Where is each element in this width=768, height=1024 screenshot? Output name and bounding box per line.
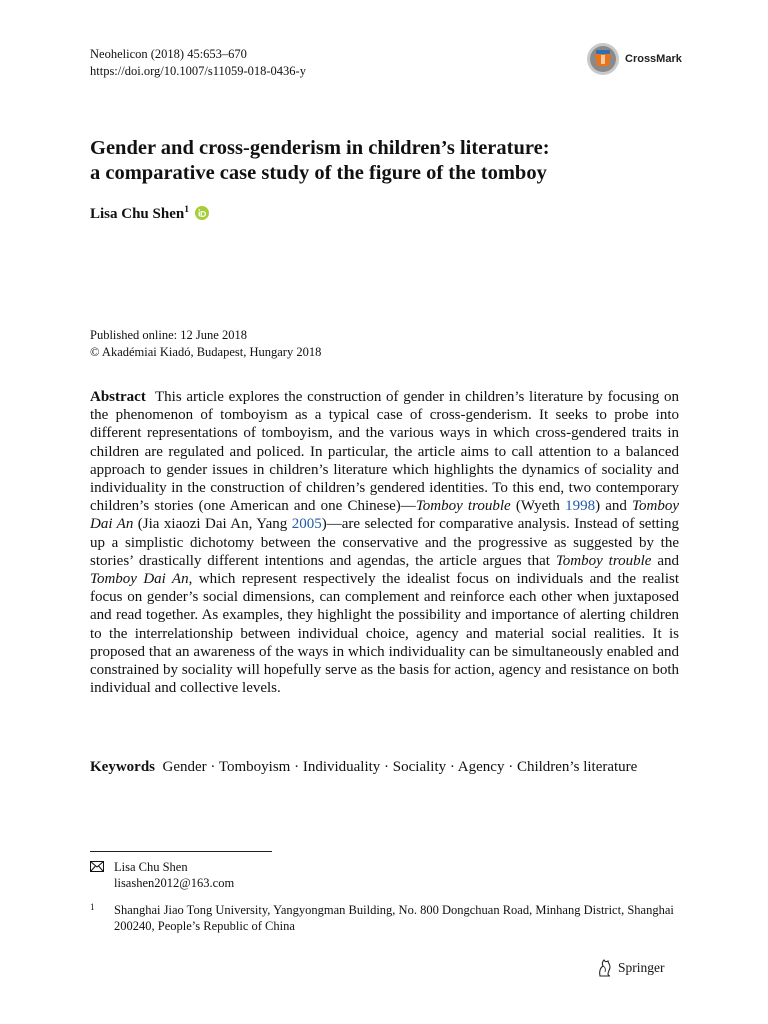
journal-citation: Neohelicon (2018) 45:653–670 [90, 47, 247, 61]
copyright: © Akadémiai Kiadó, Budapest, Hungary 2018 [90, 345, 322, 359]
article-title-line-2: a comparative case study of the figure of the tomboy [90, 162, 547, 184]
author-line [90, 205, 209, 223]
corresponding-author-name: Lisa Chu Shen [114, 860, 188, 874]
corresponding-author-email[interactable]: lisashen2012@163.com [114, 876, 235, 890]
mail-icon [90, 861, 104, 872]
published-date: Published online: 12 June 2018 [90, 328, 247, 342]
citation-1-suffix: ) and [595, 498, 633, 515]
publication-info [90, 327, 321, 361]
crossmark-badge[interactable] [586, 42, 682, 76]
keywords-list: Gender · Tomboyism · Individuality · Sociality · Agency · Children’s literature [162, 759, 638, 775]
book-title-tomboy-dai-an-2: Tomboy Dai An [90, 571, 189, 588]
reference-link-2005[interactable]: 2005 [291, 516, 322, 533]
keywords [90, 758, 679, 776]
abstract-text-1: This article explores the construction of gender in children’s literature by focusing on the phenomenon of tomboyism as a typical case of cross-genderism. It seeks to probe into different representations of tomboyism, and the various ways in which cross-gendered traits in children are regulated and policed. In particular, the article aims to call attention to a balanced approach to gender issues in children’s literature which highlights the dynamics of sociality and individuality in the construction of children’s gendered identities. To this end, two contemporary children’s stories (one American and one Chinese)— [90, 389, 679, 515]
author-affiliation-marker[interactable]: 1 [184, 205, 189, 215]
citation-1-prefix: (Wyeth [510, 498, 566, 515]
article-title [90, 136, 690, 186]
affiliation [90, 902, 679, 934]
abstract-label: Abstract [90, 389, 146, 405]
abstract-text-3: , which represent respectively the idealist focus on individuals and the realist focus on gender’s social dimensions, can complement and reinforce each other when juxtaposed and read together. As examples, they highlight the possibility and importance of alerting children to the interrelationship between individual choice, agency and material social realities. It is proposed that an awareness of the ways in which individuality can be simultaneously enabled and constrained by sociality will hopefully serve as the basis for action, agency and resistance on both individual and collective levels. [90, 571, 679, 697]
reference-link-1998[interactable]: 1998 [565, 498, 596, 515]
article-title-line-1: Gender and cross-genderism in children’s literature: [90, 137, 550, 159]
keywords-label: Keywords [90, 759, 155, 775]
crossmark-icon [586, 42, 620, 76]
citation-2-prefix: (Jia xiaozi Dai An, Yang [133, 516, 292, 533]
abstract [90, 388, 679, 697]
footnote-divider [90, 851, 272, 852]
affiliation-number: 1 [90, 902, 95, 912]
publisher-name: Springer [618, 960, 665, 975]
springer-horse-icon [596, 958, 614, 978]
publisher-logo [596, 958, 665, 978]
abstract-and: and [651, 552, 679, 569]
abstract-text-2: )—are selected for comparative analysis. Instead of setting up a simplistic dichotomy between the conservative and the progressive as suggested by the stories’ drastically different intentions and agendas, the article argues that [90, 516, 679, 569]
correspondence [90, 859, 234, 891]
affiliation-text: Shanghai Jiao Tong University, Yangyongman Building, No. 800 Dongchuan Road, Minhang District, Shanghai 200240, People’s Republic of China [114, 903, 674, 933]
crossmark-label: CrossMark [625, 53, 682, 65]
book-title-tomboy-trouble-2: Tomboy trouble [555, 552, 652, 569]
book-title-tomboy-dai-an: Tomboy Dai An [90, 498, 680, 533]
book-title-tomboy-trouble: Tomboy trouble [415, 498, 511, 515]
author-name[interactable]: Lisa Chu Shen [90, 206, 185, 222]
doi-link[interactable]: https://doi.org/10.1007/s11059-018-0436-y [90, 64, 306, 78]
orcid-icon[interactable] [195, 206, 209, 220]
journal-info [90, 46, 306, 80]
